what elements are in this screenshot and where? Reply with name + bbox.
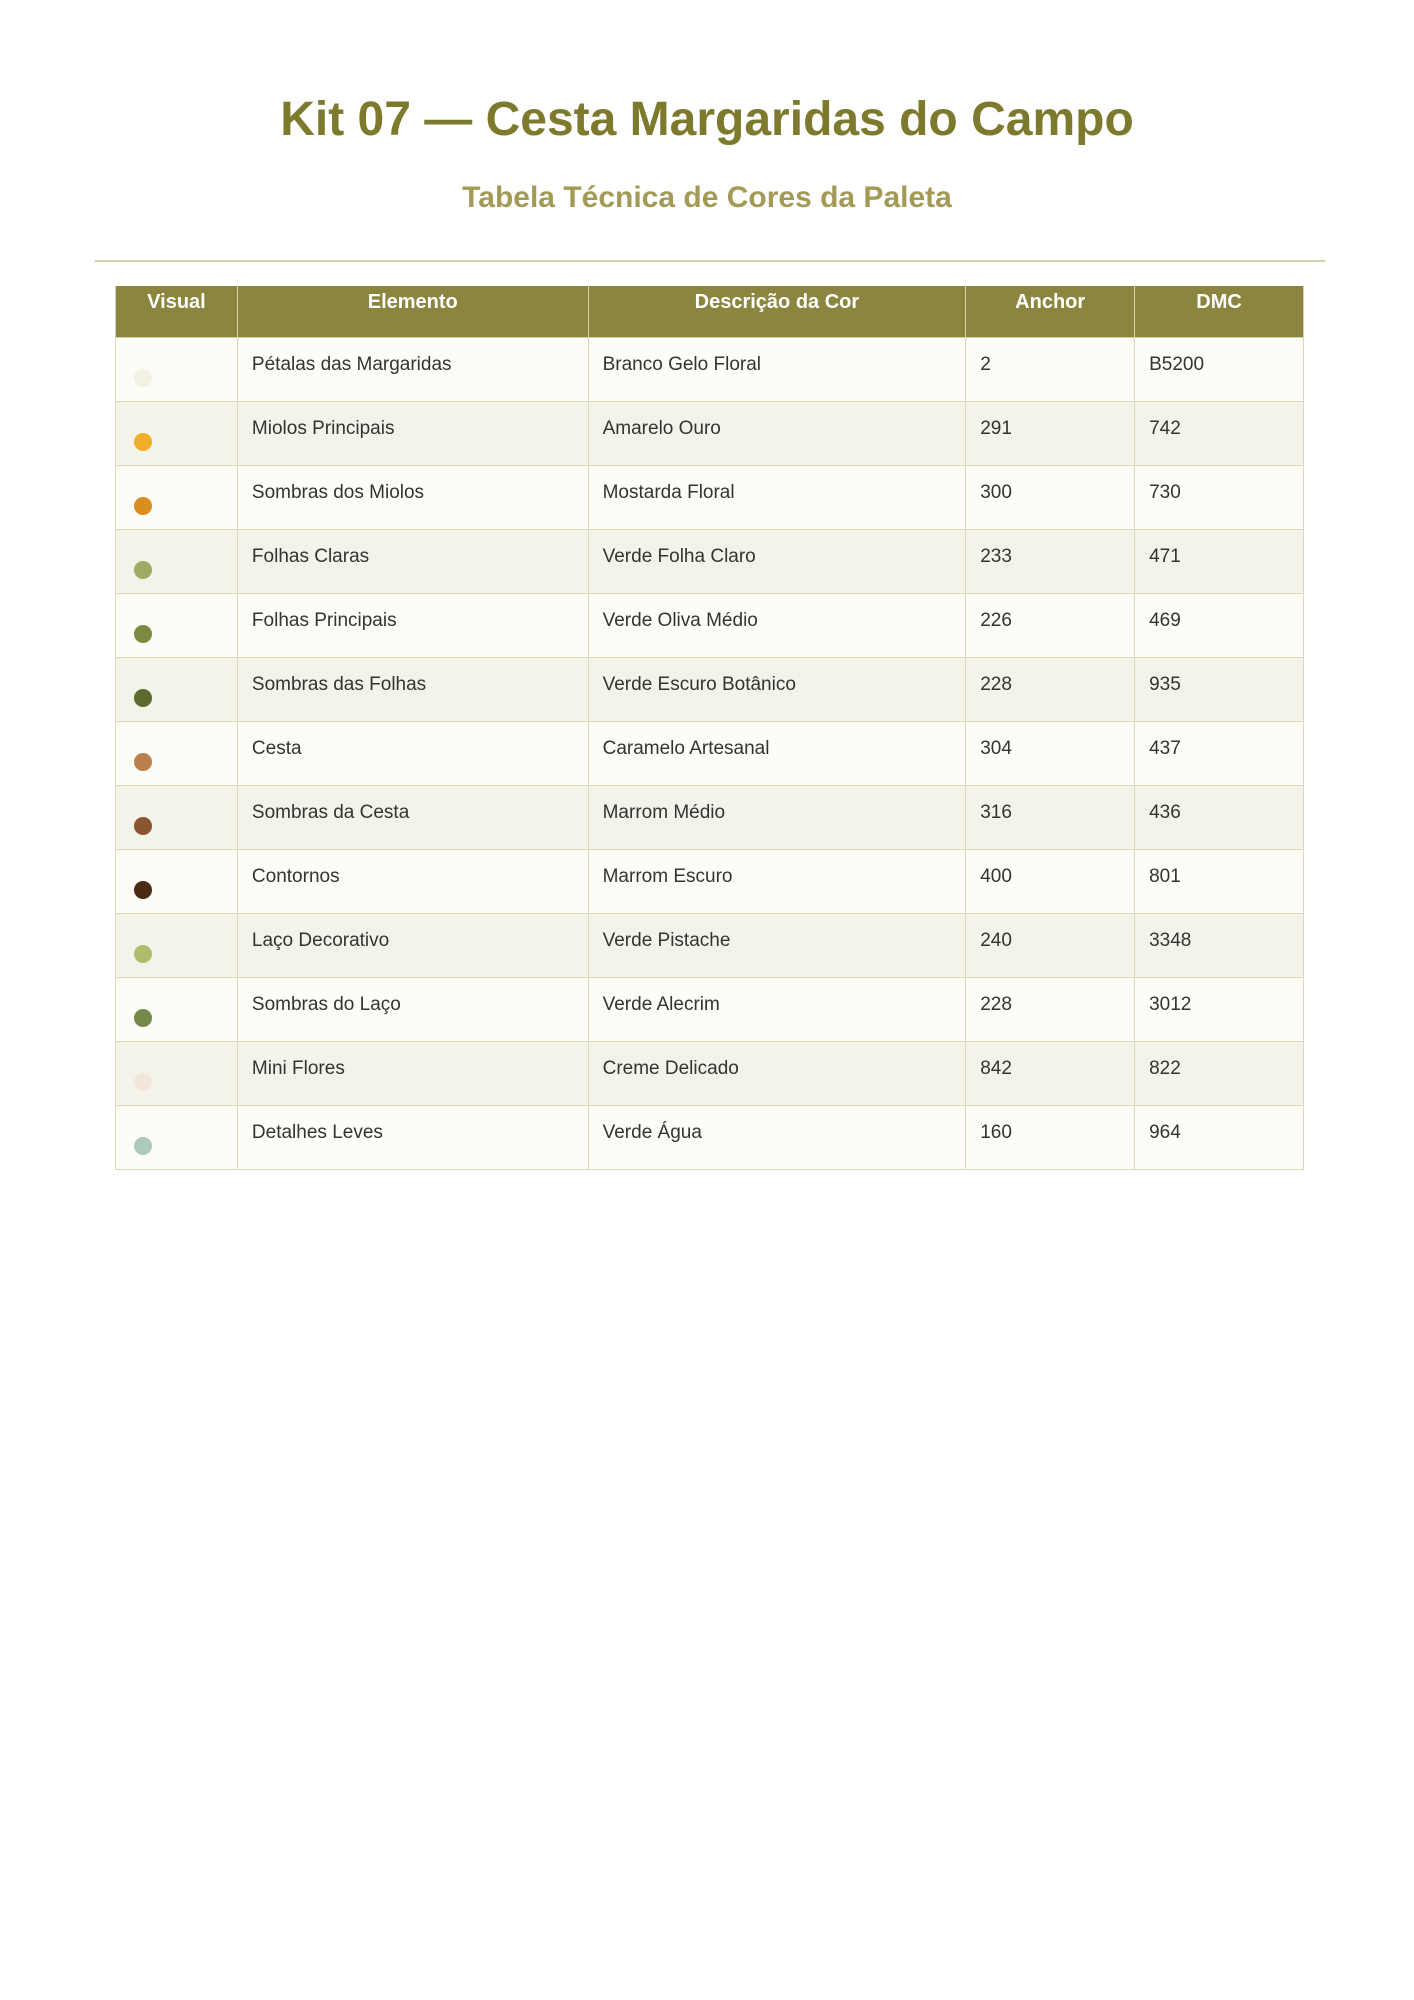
anchor-cell: 2 — [966, 337, 1135, 401]
element-cell: Pétalas das Margaridas — [237, 337, 588, 401]
color-swatch — [134, 625, 152, 643]
visual-cell — [116, 465, 238, 529]
header-divider — [95, 260, 1325, 262]
table-row — [116, 721, 1304, 785]
anchor-cell: 226 — [966, 593, 1135, 657]
color-swatch — [134, 369, 152, 387]
color-palette-table — [115, 286, 1304, 1170]
visual-cell — [116, 657, 238, 721]
description-cell: Amarelo Ouro — [588, 401, 966, 465]
column-header-anchor: Anchor — [966, 286, 1135, 337]
visual-cell — [116, 529, 238, 593]
anchor-cell: 316 — [966, 785, 1135, 849]
description-cell: Verde Folha Claro — [588, 529, 966, 593]
description-cell: Creme Delicado — [588, 1041, 966, 1105]
color-swatch — [134, 945, 152, 963]
anchor-cell: 240 — [966, 913, 1135, 977]
table-row — [116, 785, 1304, 849]
visual-cell — [116, 401, 238, 465]
table-row — [116, 465, 1304, 529]
visual-cell — [116, 849, 238, 913]
description-cell: Caramelo Artesanal — [588, 721, 966, 785]
description-cell: Verde Pistache — [588, 913, 966, 977]
description-cell: Verde Escuro Botânico — [588, 657, 966, 721]
color-swatch — [134, 1009, 152, 1027]
anchor-cell: 291 — [966, 401, 1135, 465]
dmc-cell: 935 — [1135, 657, 1304, 721]
dmc-cell: 469 — [1135, 593, 1304, 657]
element-cell: Detalhes Leves — [237, 1105, 588, 1169]
element-cell: Sombras do Laço — [237, 977, 588, 1041]
visual-cell — [116, 1105, 238, 1169]
color-swatch — [134, 817, 152, 835]
color-swatch — [134, 881, 152, 899]
visual-cell — [116, 977, 238, 1041]
description-cell: Verde Água — [588, 1105, 966, 1169]
color-swatch — [134, 753, 152, 771]
dmc-cell: 437 — [1135, 721, 1304, 785]
description-cell: Verde Oliva Médio — [588, 593, 966, 657]
dmc-cell: B5200 — [1135, 337, 1304, 401]
visual-cell — [116, 1041, 238, 1105]
table-row — [116, 401, 1304, 465]
table-row — [116, 337, 1304, 401]
dmc-cell: 3348 — [1135, 913, 1304, 977]
visual-cell — [116, 913, 238, 977]
column-header-element: Elemento — [237, 286, 588, 337]
color-swatch — [134, 1137, 152, 1155]
anchor-cell: 228 — [966, 977, 1135, 1041]
column-header-description: Descrição da Cor — [588, 286, 966, 337]
color-swatch — [134, 433, 152, 451]
description-cell: Marrom Médio — [588, 785, 966, 849]
color-swatch — [134, 561, 152, 579]
element-cell: Folhas Principais — [237, 593, 588, 657]
dmc-cell: 471 — [1135, 529, 1304, 593]
table-row — [116, 529, 1304, 593]
description-cell: Marrom Escuro — [588, 849, 966, 913]
anchor-cell: 228 — [966, 657, 1135, 721]
element-cell: Sombras das Folhas — [237, 657, 588, 721]
description-cell: Verde Alecrim — [588, 977, 966, 1041]
dmc-cell: 801 — [1135, 849, 1304, 913]
dmc-cell: 822 — [1135, 1041, 1304, 1105]
page-title: Kit 07 — Cesta Margaridas do Campo — [280, 93, 1134, 146]
dmc-cell: 742 — [1135, 401, 1304, 465]
table-row — [116, 593, 1304, 657]
table-row — [116, 657, 1304, 721]
table-row — [116, 913, 1304, 977]
table-row — [116, 977, 1304, 1041]
anchor-cell: 842 — [966, 1041, 1135, 1105]
visual-cell — [116, 785, 238, 849]
anchor-cell: 160 — [966, 1105, 1135, 1169]
anchor-cell: 233 — [966, 529, 1135, 593]
element-cell: Laço Decorativo — [237, 913, 588, 977]
element-cell: Sombras da Cesta — [237, 785, 588, 849]
table-header-row — [116, 286, 1304, 337]
dmc-cell: 436 — [1135, 785, 1304, 849]
table-body — [116, 337, 1304, 1169]
table-row — [116, 849, 1304, 913]
element-cell: Miolos Principais — [237, 401, 588, 465]
column-header-visual: Visual — [116, 286, 238, 337]
color-swatch — [134, 689, 152, 707]
description-cell: Mostarda Floral — [588, 465, 966, 529]
dmc-cell: 964 — [1135, 1105, 1304, 1169]
page-subtitle: Tabela Técnica de Cores da Paleta — [462, 181, 952, 214]
element-cell: Contornos — [237, 849, 588, 913]
anchor-cell: 300 — [966, 465, 1135, 529]
visual-cell — [116, 721, 238, 785]
element-cell: Folhas Claras — [237, 529, 588, 593]
table-row — [116, 1105, 1304, 1169]
dmc-cell: 3012 — [1135, 977, 1304, 1041]
visual-cell — [116, 337, 238, 401]
visual-cell — [116, 593, 238, 657]
color-swatch — [134, 497, 152, 515]
column-header-dmc: DMC — [1135, 286, 1304, 337]
anchor-cell: 304 — [966, 721, 1135, 785]
element-cell: Cesta — [237, 721, 588, 785]
dmc-cell: 730 — [1135, 465, 1304, 529]
table-row — [116, 1041, 1304, 1105]
element-cell: Mini Flores — [237, 1041, 588, 1105]
element-cell: Sombras dos Miolos — [237, 465, 588, 529]
color-swatch — [134, 1073, 152, 1091]
description-cell: Branco Gelo Floral — [588, 337, 966, 401]
anchor-cell: 400 — [966, 849, 1135, 913]
